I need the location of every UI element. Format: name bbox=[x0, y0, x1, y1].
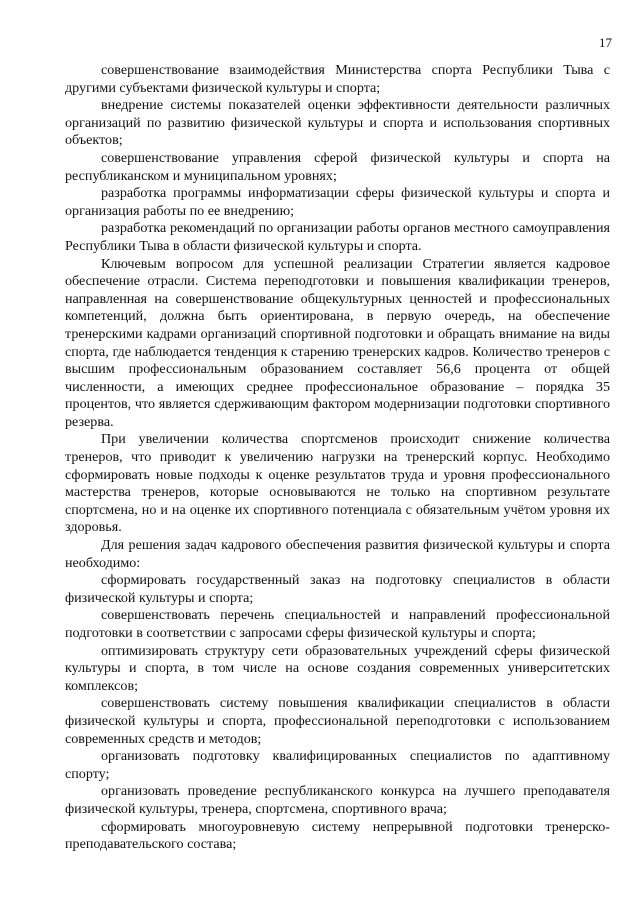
paragraph: организовать проведение республиканского конкурса на лучшего преподавателя физической культуры, тренера, спортсмена, спортивного врача; bbox=[65, 783, 610, 817]
paragraph: Ключевым вопросом для успешной реализации Стратегии является кадровое обеспечение отрасли. Система переподготовки и повышения квалификации тренеров, направленная на совершенствование общекультурных ценностей и профессиональных компетенций, должна быть ориентирована, в первую очередь, на обеспечение тренерскими кадрами организаций спортивной подготовки и обращать внимание на виды спорта, где наблюдается тенденция к старению тренерских кадров. Количество тренеров с высшим профессиональным образованием составляет 56,6 процента от общей численности, а имеющих среднее профессиональное образование – порядка 35 процентов, что является сдерживающим фактором модернизации подготовки спортивного резерва. bbox=[65, 255, 610, 430]
paragraph: При увеличении количества спортсменов происходит снижение количества тренеров, что приводит к увеличению нагрузки на тренерский корпус. Необходимо сформировать новые подходы к оценке результатов труда и уровня профессионального мастерства тренеров, которые основываются не только на спортивном результате спортсмена, но и на оценке их спортивного потенциала с обязательным учётом уровня их здоровья. bbox=[65, 431, 610, 536]
paragraph: Для решения задач кадрового обеспечения развития физической культуры и спорта необходимо: bbox=[65, 537, 610, 571]
page-body bbox=[65, 62, 610, 854]
paragraph: совершенствование управления сферой физической культуры и спорта на республиканском и муниципальном уровнях; bbox=[65, 149, 610, 184]
paragraph: оптимизировать структуру сети образовательных учреждений сферы физической культуры и спорта, в том числе на основе создания современных университетских комплексов; bbox=[65, 642, 610, 694]
paragraph: внедрение системы показателей оценки эффективности деятельности различных организаций по развитию физической культуры и спорта и использования спортивных объектов; bbox=[65, 97, 610, 149]
paragraph: совершенствование взаимодействия Министерства спорта Республики Тыва с другими субъектами физической культуры и спорта; bbox=[65, 62, 610, 96]
paragraph: совершенствовать систему повышения квалификации специалистов в области физической культуры и спорта, профессиональной переподготовки с использованием современных средств и методов; bbox=[65, 695, 610, 747]
page-number: 17 bbox=[599, 35, 612, 50]
paragraph: разработка рекомендаций по организации работы органов местного самоуправления Республики Тыва в области физической культуры и спорта. bbox=[65, 220, 610, 254]
paragraph: совершенствовать перечень специальностей и направлений профессиональной подготовки в соответствии с запросами сферы физической культуры и спорта; bbox=[65, 607, 610, 641]
paragraph: сформировать государственный заказ на подготовку специалистов в области физической культуры и спорта; bbox=[65, 572, 610, 606]
paragraph: организовать подготовку квалифицированных специалистов по адаптивному спорту; bbox=[65, 748, 610, 782]
paragraph: разработка программы информатизации сферы физической культуры и спорта и организация работы по ее внедрению; bbox=[65, 185, 610, 219]
paragraph: сформировать многоуровневую систему непрерывной подготовки тренерско-преподавательского состава; bbox=[65, 818, 610, 853]
